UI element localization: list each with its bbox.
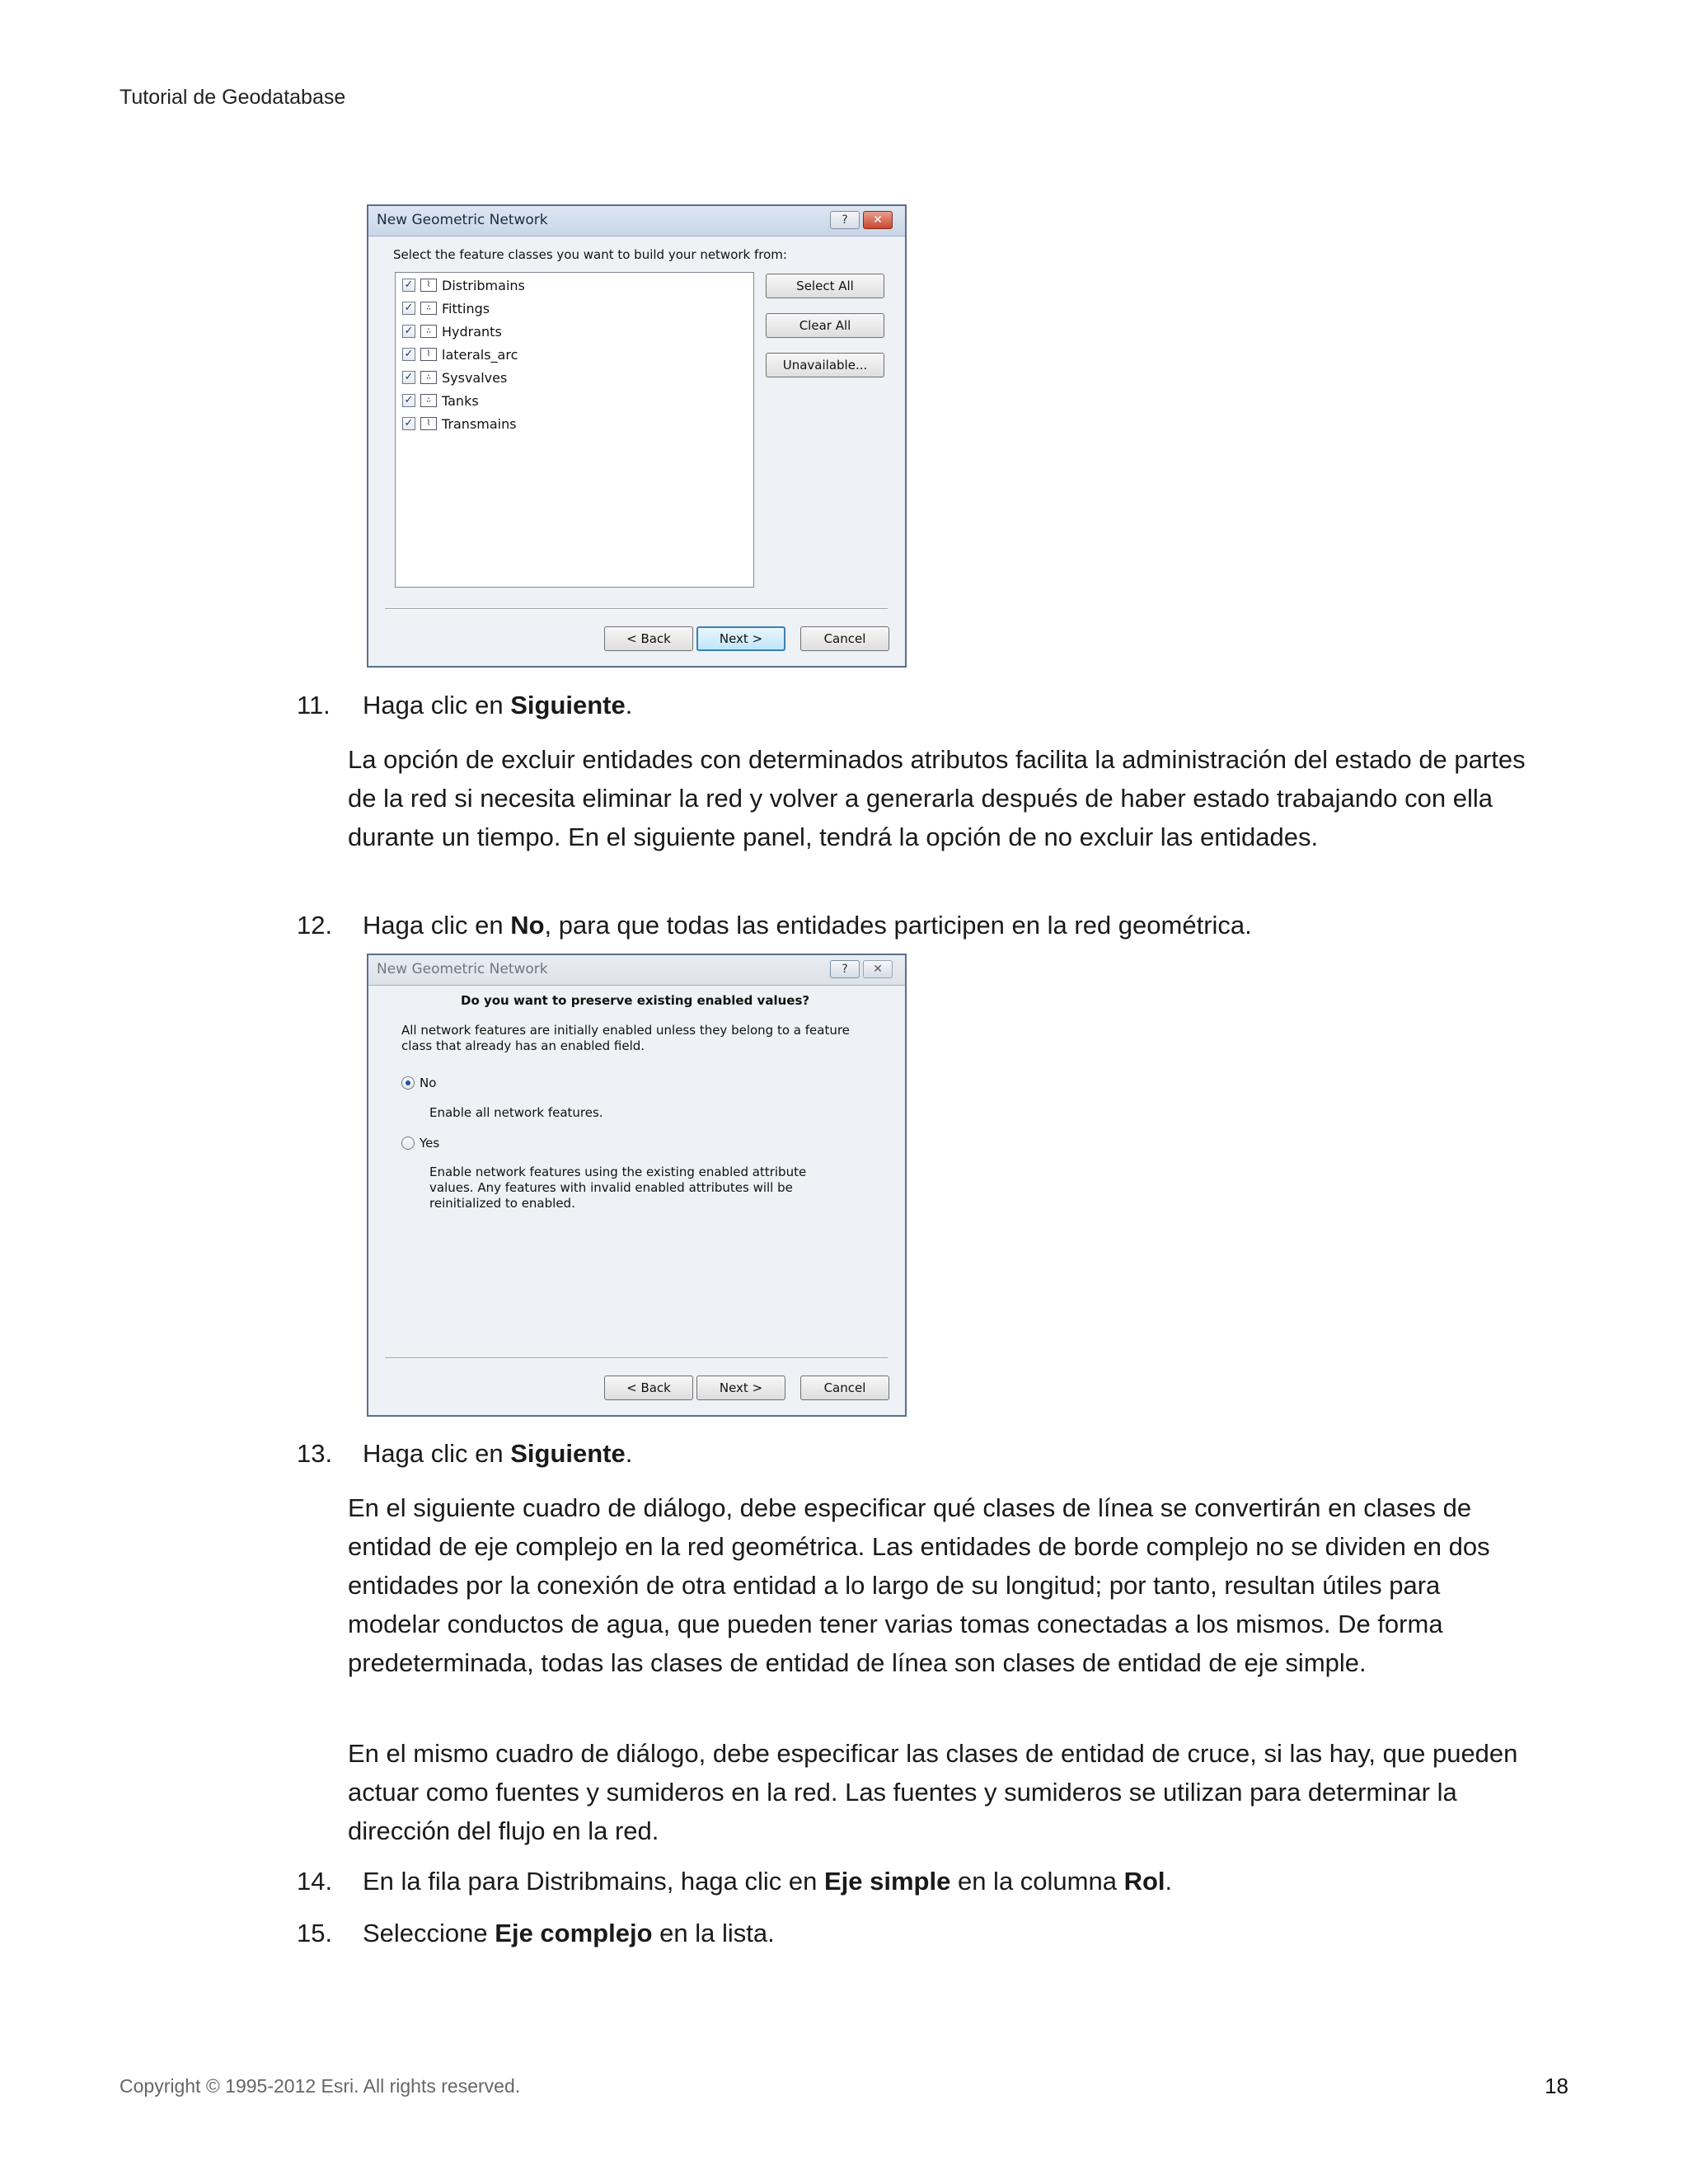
step-number: 12. — [297, 911, 333, 940]
dialog-separator — [385, 1357, 888, 1359]
close-button[interactable]: ✕ — [863, 211, 893, 229]
page-number: 18 — [1545, 2074, 1568, 2098]
step-text-bold: Siguiente — [510, 1439, 626, 1468]
checkbox-transmains[interactable]: ✓ — [402, 417, 415, 430]
step-text — [363, 911, 1252, 940]
next-button[interactable]: Next > — [696, 626, 785, 651]
list-item-label: Transmains — [442, 415, 517, 432]
list-item-label: Hydrants — [442, 323, 502, 340]
clear-all-button[interactable]: Clear All — [766, 313, 884, 338]
step-text-bold: Eje complejo — [495, 1919, 653, 1947]
help-button[interactable]: ? — [830, 960, 860, 978]
step-text-post: en la lista. — [652, 1919, 775, 1947]
point-feature-icon: ∴ — [420, 302, 437, 315]
next-button[interactable]: Next > — [696, 1376, 785, 1400]
step-number: 11. — [297, 691, 331, 719]
list-item-label: laterals_arc — [442, 346, 518, 363]
step-text — [363, 1919, 775, 1948]
list-item-fittings[interactable] — [402, 298, 490, 319]
checkbox-fittings[interactable]: ✓ — [402, 302, 415, 315]
step-text-bold: Siguiente — [510, 691, 626, 719]
dialog-title: New Geometric Network — [377, 961, 548, 977]
back-button[interactable]: < Back — [604, 1376, 693, 1400]
checkbox-tanks[interactable]: ✓ — [402, 394, 415, 407]
back-button[interactable]: < Back — [604, 626, 693, 651]
checkbox-hydrants[interactable]: ✓ — [402, 325, 415, 338]
checkbox-laterals-arc[interactable]: ✓ — [402, 348, 415, 361]
question-heading: Do you want to preserve existing enabled values? — [461, 993, 810, 1008]
step-text-post: . — [625, 691, 633, 719]
help-button[interactable]: ? — [830, 211, 860, 229]
page-header-title: Tutorial de Geodatabase — [120, 86, 346, 109]
list-item-transmains[interactable] — [402, 413, 517, 434]
step-number: 13. — [297, 1439, 333, 1468]
step-text-pre: Haga clic en — [363, 911, 511, 940]
checkbox-distribmains[interactable]: ✓ — [402, 279, 415, 292]
paragraph-step-13-b: En el mismo cuadro de diálogo, debe especificar las clases de entidad de cruce, si las hay, que pueden actuar como fuentes y sumideros en la red. Las fuentes y sumideros se utilizan para determinar la dirección del flujo en la red. — [348, 1739, 1518, 1845]
step-text — [363, 691, 632, 720]
dialog-title: New Geometric Network — [377, 212, 548, 228]
select-all-button[interactable]: Select All — [766, 274, 884, 298]
step-number: 14. — [297, 1867, 333, 1896]
radio-no-description: Enable all network features. — [429, 1105, 603, 1120]
list-item-hydrants[interactable] — [402, 321, 502, 342]
point-feature-icon: ∴ — [420, 325, 437, 338]
feature-class-list[interactable] — [395, 272, 754, 588]
list-item-sysvalves[interactable] — [402, 367, 507, 388]
new-geometric-network-dialog-enabled-values — [367, 954, 907, 1417]
step-text — [363, 1439, 632, 1469]
step-text-pre: En la fila para Distribmains, haga clic en — [363, 1867, 824, 1896]
list-item-label: Fittings — [442, 300, 490, 316]
step-text-pre: Haga clic en — [363, 691, 511, 719]
step-text-bold: No — [510, 911, 545, 940]
line-feature-icon: ⌇ — [420, 348, 437, 361]
list-item-label: Tanks — [442, 392, 479, 409]
step-text-post: . — [625, 1439, 633, 1468]
step-text-pre: Seleccione — [363, 1919, 495, 1947]
unavailable-button[interactable]: Unavailable... — [766, 353, 884, 377]
close-button[interactable]: ✕ — [863, 960, 893, 978]
dialog-titlebar — [368, 955, 905, 986]
step-text-post: . — [1165, 1867, 1173, 1896]
line-feature-icon: ⌇ — [420, 417, 437, 430]
radio-yes-label[interactable]: Yes — [420, 1136, 440, 1151]
line-feature-icon: ⌇ — [420, 279, 437, 292]
checkbox-sysvalves[interactable]: ✓ — [402, 371, 415, 384]
instruction-label: Select the feature classes you want to build your network from: — [393, 247, 787, 262]
footer-copyright: Copyright © 1995-2012 Esri. All rights reserved. — [120, 2075, 521, 2097]
list-item-label: Sysvalves — [442, 369, 508, 386]
step-text-bold: Eje simple — [823, 1867, 951, 1896]
radio-no-label[interactable]: No — [420, 1076, 437, 1090]
step-text-mid: en la columna — [950, 1867, 1124, 1896]
dialog-titlebar — [368, 206, 905, 237]
list-item-label: Distribmains — [442, 277, 525, 293]
radio-yes-description-line-3: reinitialized to enabled. — [429, 1196, 575, 1211]
paragraph-step-13-a: En el siguiente cuadro de diálogo, debe especificar qué clases de línea se convertirán en clases de entidad de eje complejo en la red geométrica. Las entidades de borde complejo no se dividen en dos entidades por la conexión de otra entidad a lo largo de su longitud; por tanto, resultan útiles para modelar conductos de agua, que pueden tener varias tomas conectadas a los mismos. De forma predeterminada, todas las clases de entidad de línea son clases de entidad de eje simple. — [348, 1493, 1490, 1677]
step-text — [363, 1867, 1172, 1896]
step-text-pre: Haga clic en — [363, 1439, 511, 1468]
list-item-tanks[interactable] — [402, 390, 479, 411]
radio-yes-description-line-1: Enable network features using the existing enabled attribute — [429, 1165, 807, 1179]
step-text-post: , para que todas las entidades participen en la red geométrica. — [544, 911, 1252, 940]
point-feature-icon: ∴ — [420, 371, 437, 384]
point-feature-icon: ∴ — [420, 394, 437, 407]
new-geometric-network-dialog-select-classes — [367, 204, 907, 668]
radio-yes-description-line-2: values. Any features with invalid enabled attributes will be — [429, 1180, 793, 1195]
radio-no[interactable] — [401, 1076, 415, 1090]
info-text-line-1: All network features are initially enabled unless they belong to a feature — [401, 1023, 850, 1038]
radio-yes[interactable] — [401, 1137, 415, 1150]
list-item-laterals-arc[interactable] — [402, 344, 518, 365]
step-number: 15. — [297, 1919, 333, 1947]
cancel-button[interactable]: Cancel — [800, 1376, 889, 1400]
step-text-bold-2: Rol — [1123, 1867, 1165, 1896]
dialog-separator — [385, 608, 888, 610]
paragraph-step-11: La opción de excluir entidades con determinados atributos facilita la administración del estado de partes de la red si necesita eliminar la red y volver a generarla después de haber estado trabajando con ella durante un tiempo. En el siguiente panel, tendrá la opción de no excluir las entidades. — [348, 745, 1526, 851]
cancel-button[interactable]: Cancel — [800, 626, 889, 651]
info-text-line-2: class that already has an enabled field. — [401, 1038, 645, 1053]
list-item-distribmains[interactable] — [402, 274, 525, 296]
